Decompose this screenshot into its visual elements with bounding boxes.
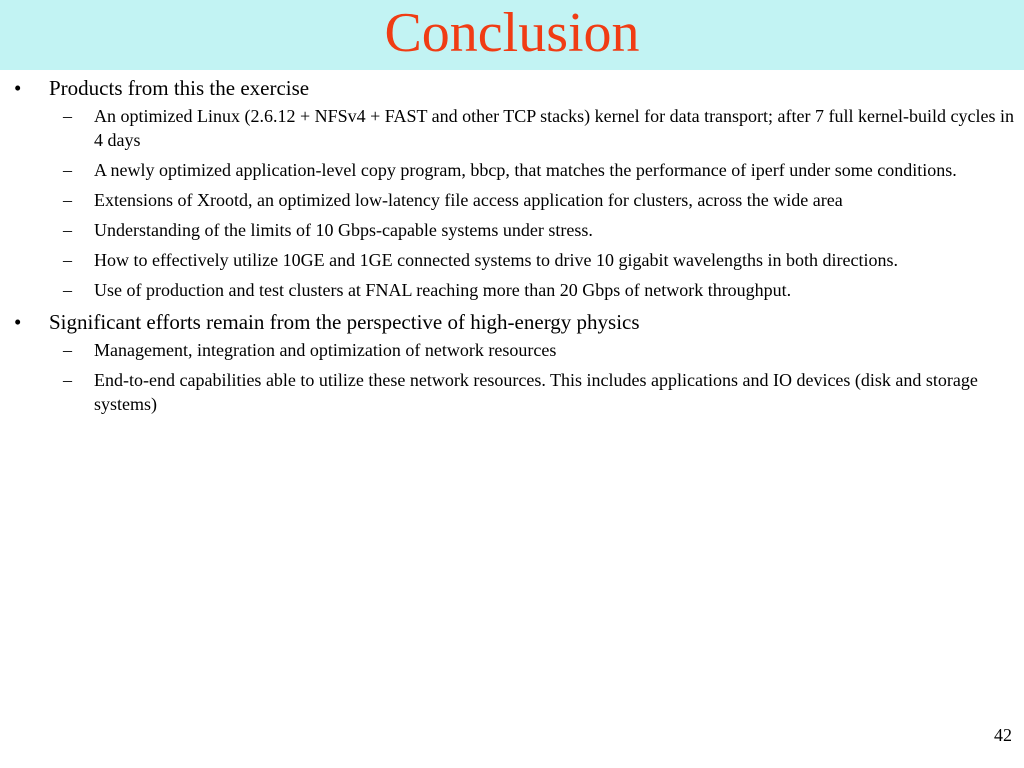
sub-bullet-item [49,218,1024,242]
dash-marker: – [63,220,72,240]
bullet-marker: • [14,310,22,334]
sub-bullet-text: Management, integration and optimization of network resources [94,340,557,360]
dash-marker: – [63,250,72,270]
dash-marker: – [63,280,72,300]
sub-bullet-text: Understanding of the limits of 10 Gbps-capable systems under stress. [94,220,593,240]
sub-bullet-item [49,158,1024,182]
sub-bullet-text: Extensions of Xrootd, an optimized low-latency file access application for clusters, across the wide area [94,190,843,210]
sub-bullet-item [49,248,1024,272]
bullet-text: Significant efforts remain from the perspective of high-energy physics [49,310,640,334]
bullet-item-products [0,74,1024,302]
sub-bullet-item [49,338,1024,362]
slide-title: Conclusion [384,2,640,64]
bullet-item-efforts [0,308,1024,416]
bullet-marker: • [14,76,22,100]
sub-bullet-list [49,104,1024,302]
sub-bullet-list [49,338,1024,416]
sub-bullet-text: End-to-end capabilities able to utilize these network resources. This includes applications and IO devices (disk and storage systems) [94,370,978,414]
bullet-text: Products from this the exercise [49,76,310,100]
sub-bullet-item [49,188,1024,212]
dash-marker: – [63,160,72,180]
dash-marker: – [63,340,72,360]
sub-bullet-item [49,368,1024,416]
sub-bullet-text: An optimized Linux (2.6.12 + NFSv4 + FAST and other TCP stacks) kernel for data transport; after 7 full kernel-build cycles in 4 days [94,106,1014,150]
page-number: 42 [994,725,1012,745]
sub-bullet-text: A newly optimized application-level copy program, bbcp, that matches the performance of iperf under some conditions. [94,160,957,180]
title-bar [0,0,1024,70]
sub-bullet-item [49,278,1024,302]
sub-bullet-text: How to effectively utilize 10GE and 1GE connected systems to drive 10 gigabit wavelengths in both directions. [94,250,898,270]
sub-bullet-text: Use of production and test clusters at FNAL reaching more than 20 Gbps of network throughput. [94,280,792,300]
dash-marker: – [63,106,72,126]
bullet-list [0,74,1024,416]
sub-bullet-item [49,104,1024,152]
slide-content [0,74,1024,422]
dash-marker: – [63,370,72,390]
dash-marker: – [63,190,72,210]
